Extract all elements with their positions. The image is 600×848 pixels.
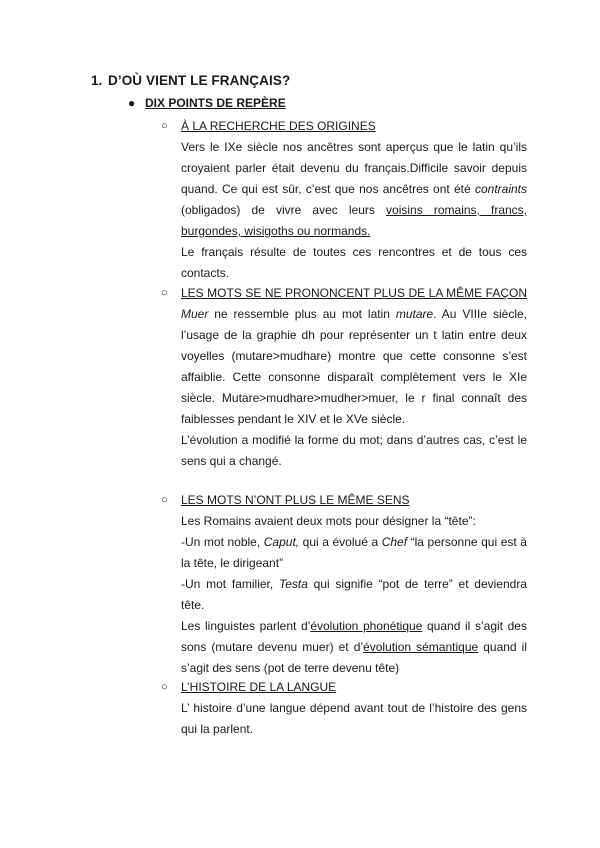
emphasis-text: Chef <box>381 535 408 549</box>
paragraph <box>181 574 527 616</box>
text-run: Les linguistes parlent d’ <box>181 619 311 633</box>
emphasis-text: Muer <box>181 307 209 321</box>
paragraph <box>181 532 527 574</box>
underlined-text: évolution sémantique <box>363 640 479 654</box>
circle-bullet-icon: ○ <box>161 120 168 132</box>
circle-bullet-icon: ○ <box>161 494 168 506</box>
emphasis-text: Caput, <box>263 535 300 549</box>
circle-bullet-icon: ○ <box>161 681 168 693</box>
text-run: ne ressemble plus au mot latin <box>208 307 396 321</box>
subsection-title <box>181 283 527 304</box>
paragraph: L’évolution a modifié la forme du mot; dans d’autres cas, c’est le sens qui a changé. <box>181 433 527 468</box>
emphasis-text: mutare <box>395 307 434 321</box>
paragraph: L’ histoire d’une langue dépend avant tout de l’histoire des gens qui la parlent. <box>181 701 527 736</box>
text-run: qui a évolué a <box>299 535 382 549</box>
text-run: . Au VIIIe siècle, l’usage de la graphie dh pour représenter un t latin entre deux voyelles (mutare>mudhare) montre que cette consonne s’est affaiblie. Cette consonne disparaît complètement vers le XIe siècle. Mutare>mudhare>mudher>muer, le r final connaît des faiblesses pendant le XIV et le XVe siècle. <box>181 307 527 426</box>
text-run: -Un mot noble, <box>181 535 264 549</box>
emphasis-text: contraints <box>474 182 527 196</box>
subsection-body <box>181 304 527 472</box>
subsection-body <box>181 698 527 740</box>
text-run: (obligados) de vivre avec leurs <box>181 203 387 217</box>
text-run: qui signifie “pot de terre” et deviendra tête. <box>181 577 527 612</box>
emphasis-text: Testa <box>278 577 308 591</box>
paragraph: Les Romains avaient deux mots pour désigner la “tête”: <box>181 514 476 528</box>
subsection-title: LES MOTS N’ONT PLUS LE MÊME SENS <box>181 493 410 507</box>
text-run: -Un mot familier, <box>181 577 279 591</box>
subsection-pronunciation <box>161 283 527 472</box>
chapter-heading <box>91 73 290 88</box>
bullet-icon: ● <box>128 96 136 110</box>
text-run: quand il s’agit des sons (mutare devenu muer) et d’ <box>181 619 527 654</box>
underlined-text: évolution phonétique <box>310 619 423 633</box>
text-run: Vers le IXe siècle nos ancêtres sont aperçus que le latin qu’ils croyaient parler était devenu du français.Difficile savoir depuis quand. Ce qui est sûr, c’est que nos ancêtres ont été <box>181 140 527 196</box>
subsection-title-text: LES MOTS SE NE PRONONCENT PLUS DE LA MÊME FAÇON <box>181 286 527 300</box>
paragraph <box>181 304 527 430</box>
subsection-body <box>181 137 527 284</box>
subsection-meaning <box>161 490 527 679</box>
subsection-body <box>181 511 527 679</box>
underlined-text: voisins romains, francs, burgondes, wisigoths ou normands. <box>181 203 528 238</box>
chapter-title: D’OÙ VIENT LE FRANÇAIS? <box>108 73 291 88</box>
paragraph: Le français résulte de toutes ces rencontres et de tous ces contacts. <box>181 245 527 280</box>
paragraph <box>181 616 527 679</box>
subsection-history <box>161 677 527 740</box>
subsection-origins <box>161 116 527 284</box>
text-run: quand il s’agit des sens (pot de terre devenu tête) <box>181 640 527 675</box>
paragraph <box>181 137 527 242</box>
text-run: “la personne qui est à la tête, le dirigeant” <box>181 535 527 570</box>
section-heading <box>128 96 286 110</box>
circle-bullet-icon: ○ <box>161 287 168 299</box>
section-title: DIX POINTS DE REPÈRE <box>145 96 286 110</box>
subsection-title: L’HISTOIRE DE LA LANGUE <box>181 680 337 694</box>
subsection-title: À LA RECHERCHE DES ORIGINES <box>181 119 376 133</box>
chapter-number: 1. <box>91 73 103 88</box>
